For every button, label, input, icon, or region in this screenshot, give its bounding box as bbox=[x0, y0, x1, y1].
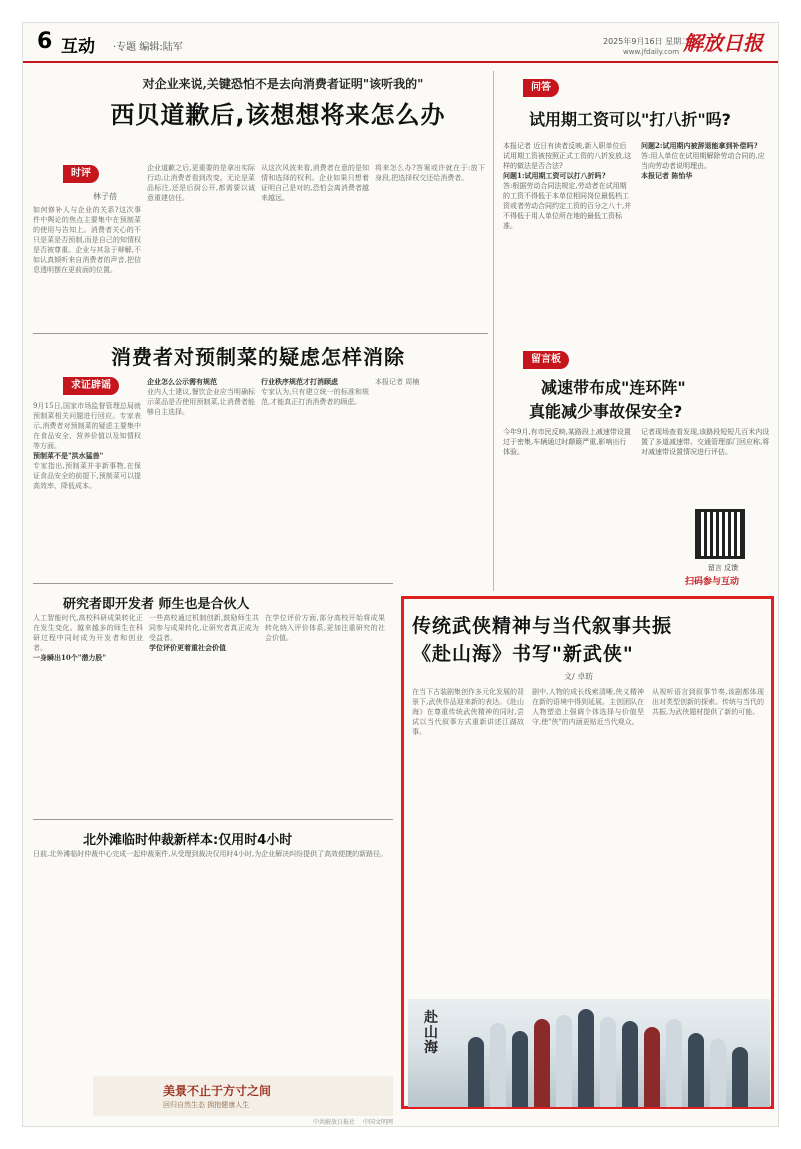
second-body-col2: 企业怎么公示需有规范 业内人士建议,餐饮企业应当明确标示菜品是否使用预制菜,让消费者能够自主选择。 bbox=[147, 377, 255, 416]
figure bbox=[600, 1017, 616, 1107]
section-subtitle: ·专题 编辑:陆军 bbox=[113, 42, 183, 53]
lead-byline: 林子蓓 bbox=[93, 192, 117, 201]
qa-tag: 问答 bbox=[523, 79, 559, 97]
lead-tag: 时评 bbox=[63, 165, 99, 183]
second-body-col3: 行业秩序规范才打消顾虑 专家认为,只有建立统一的标准和规范,才能真正打消消费者的顾虑。 bbox=[261, 377, 369, 406]
page-number: 6 bbox=[37, 29, 53, 54]
board-body-col1: 今年9月,有市民反映,某路段上减速带设置过于密集,车辆通过时颠簸严重,影响出行体验。 bbox=[503, 428, 631, 456]
board-title-1: 减速带布成"连环阵" bbox=[541, 378, 686, 397]
qa-body-col1: 本报记者 近日有读者反映,新入职单位后试用期工资被按照正式工资的八折发放,这样的做法是否合法? 问题1:试用期工资可以打八折吗? 答:根据劳动合同法规定,劳动者在试用期的工资不得低于本单位相同岗位最低档工资或者劳动合同约定工资的百分之八十,并不得低于用人单位所在地的最低工资标准。 bbox=[503, 142, 632, 230]
teachers-body-col3: 在学位评价方面,部分高校开始将成果转化纳入评价体系,更加注重研究的社会价值。 bbox=[265, 614, 385, 642]
lead-headline: 西贝道歉后,该想想将来怎么办 bbox=[110, 101, 446, 129]
ad-headline: 美景不止于方寸之间 bbox=[163, 1084, 272, 1098]
drama-poster-image bbox=[408, 999, 770, 1107]
newspaper-page bbox=[22, 22, 779, 1127]
second-headline: 消费者对预制菜的疑虑怎样消除 bbox=[111, 345, 405, 369]
column-divider bbox=[493, 71, 494, 591]
masthead bbox=[23, 23, 779, 63]
section-title: 互动 bbox=[61, 37, 95, 57]
ad-subline: 回归自然生态 拥抱健康人生 bbox=[163, 1101, 250, 1109]
poster-title: 赴山海 bbox=[424, 1010, 438, 1056]
north-headline: 北外滩临时仲裁新样本:仅用时4小时 bbox=[83, 833, 293, 848]
north-body: 日前,北外滩临时仲裁中心完成一起仲裁案件,从受理到裁决仅用时4小时,为企业解决纠纷提供了高效便捷的新路径。 bbox=[33, 850, 388, 858]
figure bbox=[556, 1015, 572, 1107]
lead-body-col4: 将来怎么办?答案或许就在于:放下身段,把选择权交还给消费者。 bbox=[375, 164, 485, 182]
issue-date: 2025年9月16日 星期二 bbox=[603, 37, 690, 46]
figure bbox=[468, 1037, 484, 1107]
feature-body-col3: 从视听语言到叙事节奏,该剧都体现出对类型创新的探索。传统与当代的共振,为武侠题材提供了新的可能。 bbox=[652, 688, 764, 716]
teachers-body-col2: 一些高校通过机制创新,鼓励师生共同参与成果转化,让研究者真正成为受益者。 学位评价更着重社会价值 bbox=[149, 614, 259, 652]
lead-body-col2: 企业道歉之后,更重要的是拿出实际行动,让消费者看到改变。无论是菜品标注,还是后厨公开,都需要以诚意重建信任。 bbox=[147, 164, 255, 202]
qa-title: 试用期工资可以"打八折"吗? bbox=[529, 110, 731, 129]
newspaper-logo: 解放日报 bbox=[683, 31, 763, 55]
qr-code-icon[interactable] bbox=[695, 509, 745, 559]
second-body-col4: 本报记者 周楠 bbox=[375, 378, 420, 386]
figure bbox=[666, 1019, 682, 1107]
figure bbox=[688, 1033, 704, 1107]
second-subhead-3: 行业秩序规范才打消顾虑 bbox=[261, 377, 338, 386]
second-tag: 求证辟谣 bbox=[63, 377, 119, 395]
newspaper-url: www.jfdaily.com bbox=[623, 48, 680, 56]
second-subhead-2: 企业怎么公示需有规范 bbox=[147, 377, 217, 386]
feature-title-2: 《赴山海》书写"新武侠" bbox=[412, 643, 634, 665]
feature-body-col1: 在当下古装剧集创作多元化发展的背景下,武侠作品迎来新的表达。《赴山海》在尊重传统武侠精神的同时,尝试以当代叙事方式重新讲述江湖故事。 bbox=[412, 688, 524, 736]
lead-kicker: 对企业来说,关键恐怕不是去向消费者证明"该听我的" bbox=[142, 77, 424, 91]
teachers-subhead-1: 一身瞬出10个"潜力股" bbox=[33, 653, 107, 662]
board-body-col2: 记者现场查看发现,该路段短短几百米内设置了多道减速带。交通管理部门回应称,将对减速带设置情况进行评估。 bbox=[641, 428, 770, 456]
figure bbox=[534, 1019, 550, 1107]
qr-call-to-action: 扫码参与互动 bbox=[685, 577, 740, 587]
teachers-body-col1: 人工智能时代,高校科研成果转化正在发生变化。越来越多的师生在科研过程中同时成为开发者和创业者。 一身瞬出10个"潜力股" bbox=[33, 614, 143, 662]
figure bbox=[622, 1021, 638, 1107]
figure bbox=[512, 1031, 528, 1107]
figure bbox=[578, 1009, 594, 1107]
feature-byline: 文/ 卓昉 bbox=[564, 672, 594, 681]
second-subhead-1: 预制菜不是"洪水猛兽" bbox=[33, 451, 104, 460]
featured-article bbox=[401, 596, 774, 1109]
board-title-2: 真能减少事故保安全? bbox=[529, 402, 683, 421]
section-rule bbox=[33, 333, 488, 334]
second-body-col1: 9月15日,国家市场监督管理总局就预制菜相关问题进行回应。专家表示,消费者对预制菜的疑虑主要集中在食品安全、营养价值以及知情权等方面。 预制菜不是"洪水猛兽" 专家指出,预制菜并非新事物,在保证食品安全的前提下,预制菜可以提高效率、降低成本。 bbox=[33, 402, 141, 490]
lead-body-col3: 从这次风波来看,消费者在意的是知情和选择的权利。企业如果只想着证明自己是对的,恐怕会离消费者越来越远。 bbox=[261, 164, 369, 202]
teachers-headline: 研究者即开发者 师生也是合伙人 bbox=[63, 597, 250, 612]
figure bbox=[490, 1023, 506, 1107]
teachers-subhead-2: 学位评价更着重社会价值 bbox=[149, 643, 226, 652]
footer-left: 中共解放日报社 bbox=[313, 1119, 356, 1126]
qr-caption: 留言 反馈 bbox=[707, 564, 739, 572]
figure bbox=[732, 1047, 748, 1107]
feature-title-1: 传统武侠精神与当代叙事共振 bbox=[412, 615, 673, 637]
section-rule bbox=[33, 819, 393, 820]
feature-body-col2: 剧中,人物的成长线索清晰,侠义精神在新的语境中得到延展。主创团队在人物塑造上强调个体选择与价值坚守,使"侠"的内涵更贴近当代观众。 bbox=[532, 688, 644, 726]
figure bbox=[644, 1027, 660, 1107]
advertisement-banner[interactable] bbox=[93, 1076, 393, 1116]
section-rule bbox=[33, 583, 393, 584]
figure bbox=[710, 1039, 726, 1107]
footer-right: 中国文明网 bbox=[363, 1119, 394, 1126]
qa-body-col2: 问题2:试用期内被辞退能拿到补偿吗? 答:用人单位在试用期解除劳动合同的,应当向劳动者说明理由。 本报记者 陈怡华 bbox=[641, 141, 765, 180]
board-tag: 留言板 bbox=[523, 351, 569, 369]
lead-body-col1: 如何修补人与企业的关系?这次事件中舆论的焦点主要集中在预制菜的使用与告知上。消费者关心的不只是菜是否预制,而是自己的知情权是否被尊重。企业与其急于辩解,不如认真倾听来自消费者的声音,把信息透明摆在更前面的位置。 bbox=[33, 206, 141, 274]
